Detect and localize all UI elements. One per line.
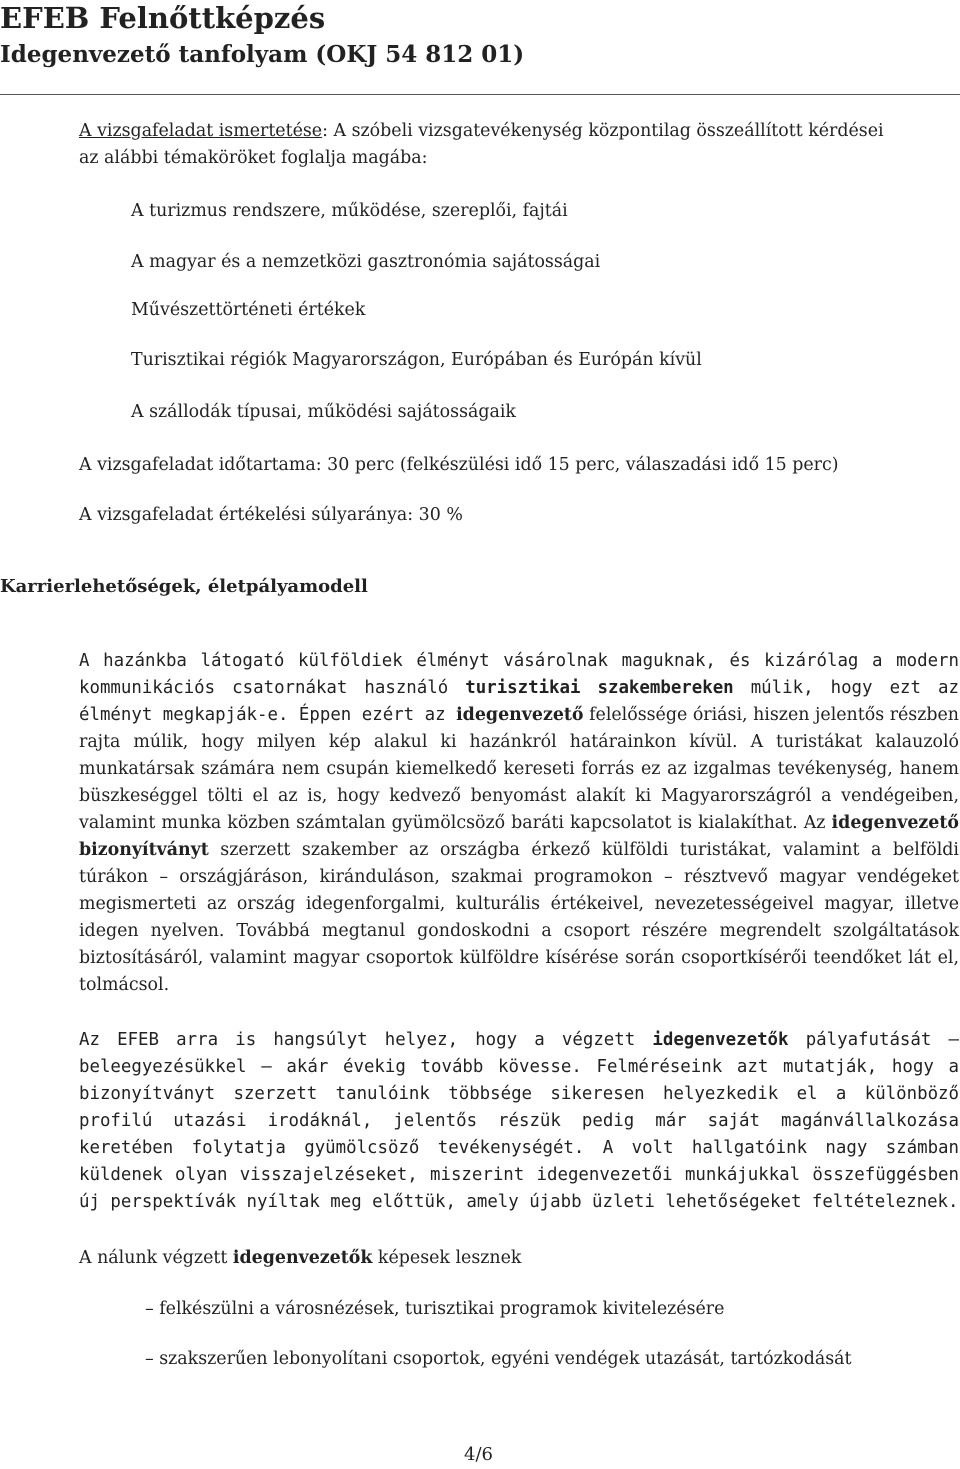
career-p3-text: képesek lesznek xyxy=(372,1248,522,1268)
exam-duration: A vizsgafeladat időtartama: 30 perc (felkészülési idő 15 perc, válaszadási idő 15 perc) xyxy=(79,455,839,475)
career-p3-text: A nálunk végzett xyxy=(79,1248,233,1268)
career-bullet: – szakszerűen lebonyolítani csoportok, egyéni vendégek utazását, tartózkodását xyxy=(145,1349,852,1369)
career-paragraph-1 xyxy=(79,648,959,999)
exam-intro-label: A vizsgafeladat ismertetése xyxy=(79,121,323,141)
exam-topic: A szállodák típusai, működési sajátosságaik xyxy=(131,402,516,422)
career-bullet: – felkészülni a városnézések, turisztikai programok kivitelezésére xyxy=(145,1299,725,1319)
career-p1-text: felelőssége óriási, hiszen jelentős részben rajta múlik, hogy milyen kép alakul ki hazánkról határainkon kívül. A turistákat kalauzoló munkatársak számára nem csupán kiemelkedő kereseti forrás ez az izgalmas tevékenység, hanem büszkeséggel tölti el az is, hogy kedvező benyomást alakít ki Magyarországról a vendégeiben, valamint munka közben számtalan gyümölcsöző baráti kapcsolatot is kialakíthat. Az xyxy=(79,705,960,833)
career-p1-bold: turisztikai szakembereken xyxy=(465,678,734,698)
exam-intro-line-2: az alábbi témaköröket foglalja magába: xyxy=(79,148,428,168)
header-divider xyxy=(0,94,960,95)
career-p1-text: múlik, hogy ezt az élményt megkapják-e. Éppen ezért az xyxy=(79,678,959,725)
exam-topic: A turizmus rendszere, működése, szereplői, fajtái xyxy=(131,201,568,221)
organization-title: EFEB Felnőttképzés xyxy=(0,1,326,35)
career-p1-text: szerzett szakember az országba érkező külföldi turistákat, valamint a belföldi túrákon – országjáráson, kiránduláson, szakmai programokon – résztvevő magyar vendégeket megismerteti az ország idegenforgalmi, kulturális értékeivel, nevezetességeivel magyar, illetve idegen nyelven. Továbbá megtanul gondoskodni a csoport részére megrendelt szolgáltatások biztosításáról, valamint magyar csoportok külföldre kísérése során csoportkísérői teendőket lát el, tolmácsol. xyxy=(79,840,959,995)
career-p2-text: pályafutását – beleegyezésükkel – akár évekig tovább kövesse. Felméréseink azt mutatják, hogy a bizonyítványt szerzett tanulóink többsége sikeresen helyezkedik el a különböző profilú utazási irodáknál, jelentős részük pedig már saját magánvállalkozása keretében folytatja gyümölcsöző tevékenységét. A volt hallgatóink nagy számban küldenek olyan visszajelzéseket, miszerint idegenvezetői munkájukkal összefüggésben új perspektívák nyíltak meg előttük, amely újabb üzleti lehetőségeket feltételeznek. xyxy=(79,1030,959,1212)
exam-topic: Művészettörténeti értékek xyxy=(131,300,366,320)
career-p1-text: A hazánkba látogató külföldiek élményt vásárolnak maguknak, és kizárólag a modern kommunikációs csatornákat használó xyxy=(79,651,959,698)
exam-intro-text: : A szóbeli vizsgatevékenység központilag összeállított kérdései xyxy=(322,121,884,141)
career-p2-bold: idegenvezetők xyxy=(652,1030,789,1050)
exam-topic: Turisztikai régiók Magyarországon, Európában és Európán kívül xyxy=(131,350,702,370)
career-p2-text: Az EFEB arra is hangsúlyt helyez, hogy a végzett xyxy=(79,1030,653,1050)
exam-intro-line-1 xyxy=(79,118,884,145)
page-number: 4/6 xyxy=(464,1444,493,1465)
exam-topic: A magyar és a nemzetközi gasztronómia sajátosságai xyxy=(131,252,601,272)
career-paragraph-2 xyxy=(79,1027,959,1216)
course-title: Idegenvezető tanfolyam (OKJ 54 812 01) xyxy=(0,41,525,68)
career-p1-bold: idegenvezető xyxy=(456,705,584,725)
career-heading: Karrierlehetőségek, életpályamodell xyxy=(0,576,368,597)
career-paragraph-3 xyxy=(79,1245,521,1272)
exam-weight: A vizsgafeladat értékelési súlyaránya: 30 % xyxy=(79,505,463,525)
career-p1-bold: idegenvezető bizonyítványt xyxy=(79,813,959,860)
career-p3-bold: idegenvezetők xyxy=(232,1248,373,1268)
